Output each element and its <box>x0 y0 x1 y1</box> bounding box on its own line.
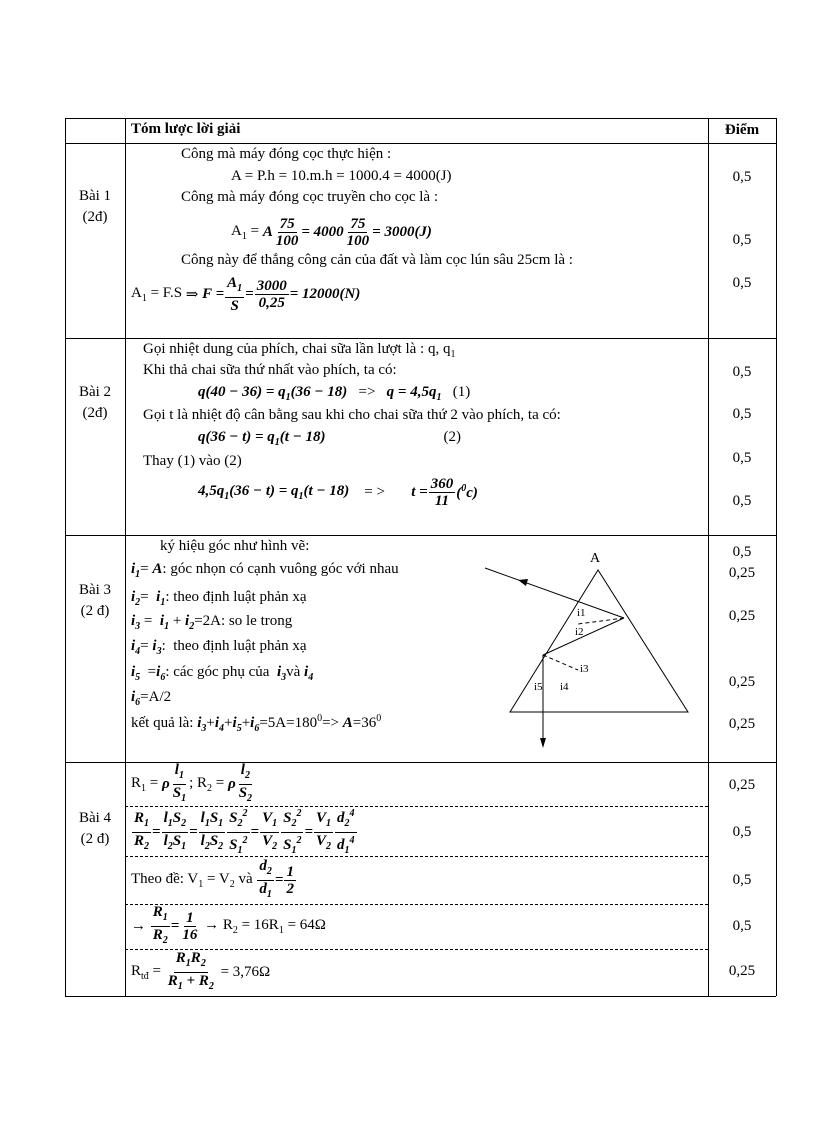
exit-arrow-head <box>540 738 546 748</box>
table-border-bottom <box>65 996 776 997</box>
bai1-score-3: 0,5 <box>732 275 752 291</box>
bai3-line6: $i_5 =i_6$: các góc phụ của $i_3và$ $i_4$ <box>131 664 314 683</box>
bai3-score-5: 0,25 <box>728 716 756 732</box>
label-i5: i5 <box>534 681 543 693</box>
bai3-line1: ký hiệu góc như hình vẽ: <box>160 538 310 554</box>
bai2-line4: Gọi t là nhiệt độ cân bằng sau khi cho chai sữa thứ 2 vào phích, ta có: <box>143 407 561 423</box>
label-i3: i3 <box>580 663 589 675</box>
header-row-divider <box>65 143 776 144</box>
bai4-row1: $R_1$ = ρ $\frac{l_1}{S_1}$ ; $R_2$ = ρ $\frac{l_2}{S_2}$ <box>131 761 253 804</box>
bai4-score-3: 0,5 <box>732 872 752 888</box>
bai4-label: Bài 4 (2 đ) <box>78 810 112 847</box>
bai2-eq2: $q(36 - t) = q_1(t - 18)$ (2) <box>198 429 462 448</box>
bai4-row4: → $\frac{R_1}{R_2}$ = $\frac{1}{16}$ → $R_2 = 16R_1 = 64\Omega$ <box>131 903 326 946</box>
bai4-subrow-divider-1 <box>125 806 708 807</box>
bai2-label: Bài 2 (2đ) <box>78 384 112 421</box>
bai2-score-2: 0,5 <box>732 406 752 422</box>
bai3-score-1: 0,5 <box>732 544 752 560</box>
row-divider-1 <box>65 338 776 339</box>
bai3-score-4: 0,25 <box>728 674 756 690</box>
header-solution: Tóm lược lời giải <box>131 121 241 137</box>
bai2-score-1: 0,5 <box>732 364 752 380</box>
bai1-score-2: 0,5 <box>732 232 752 248</box>
table-col-divider-1 <box>125 118 126 996</box>
row-divider-2 <box>65 535 776 536</box>
header-score: Điểm <box>724 122 760 138</box>
label-i4: i4 <box>560 681 569 693</box>
bai2-score-4: 0,5 <box>732 493 752 509</box>
table-border-left <box>65 118 66 996</box>
label-i2: i2 <box>575 626 584 638</box>
bai2-score-3: 0,5 <box>732 450 752 466</box>
bai2-line1: Gọi nhiệt dung của phích, chai sữa lần lượt là : q, $q_1$ <box>143 341 456 360</box>
bai3-line5: $i_4= i_3$: theo định luật phản xạ <box>131 638 307 657</box>
bai1-label: Bài 1 (2đ) <box>78 188 112 225</box>
bai3-score-2: 0,25 <box>728 565 756 581</box>
prism-figure <box>480 540 705 755</box>
bai1-line5: Công này để thắng công cản của đất và làm cọc lún sâu 25cm là : <box>181 252 573 268</box>
bai4-score-1: 0,25 <box>728 777 756 793</box>
bai4-subrow-divider-2 <box>125 856 708 857</box>
bai4-row2: $\frac{R_1}{R_2}$ = $\frac{l_1S_2}{l_2S_1}$ = $\frac{l_1S_1}{l_2S_2}$ $\frac{S_2^2}{S_1^2}$ = $\frac{V_1}{V_2}$ $\frac{S_2^2}{S_1^2}$ = $\frac{V_1}{V_2}$ $\frac{d_2^4}{d_1^4}$ <box>134 807 355 856</box>
table-border-top <box>65 118 776 119</box>
bai3-line7: $i_6=A/2$ <box>131 689 172 708</box>
bai3-line3: $i_2= i_1$: theo định luật phản xạ <box>131 589 307 608</box>
incident-arrow-head <box>518 579 528 586</box>
bai1-line2: A = P.h = 10.m.h = 1000.4 = 4000(J) <box>231 168 452 184</box>
normal-2 <box>543 655 578 670</box>
bai1-line3: Công mà máy đóng cọc truyền cho cọc là : <box>181 189 439 205</box>
bai3-label: Bài 3 (2 đ) <box>78 582 112 619</box>
bai3-line2: $i_1= A$: góc nhọn có cạnh vuông góc với nhau <box>131 561 399 580</box>
table-border-right <box>776 118 777 996</box>
bai4-subrow-divider-3 <box>125 904 708 905</box>
bai4-row3: Theo đề: $V_1 = V_2$ và $\frac{d_2}{d_1}$ = $\frac{1}{2}$ <box>131 857 294 900</box>
bai2-eq1: $q(40 - 36) = q_1(36 - 18) => q = 4,5q_1$ (1) <box>198 384 471 403</box>
bai2-line6: Thay (1) vào (2) <box>143 453 242 469</box>
bai3-line8: kết quả là: $i_3+i_4+i_5+i_6=5A=180^0=> A=36^0$ <box>131 713 382 734</box>
bai4-score-4: 0,5 <box>732 918 752 934</box>
bai1-a1-formula: $A_1$ = A $\frac{75}{100}$ = 4000 $\frac{75}{100}$ = 3000(J) <box>231 215 432 249</box>
bai2-line2: Khi thả chai sữa thứ nhất vào phích, ta có: <box>143 362 397 378</box>
bai3-score-3: 0,25 <box>728 608 756 624</box>
bai1-line1: Công mà máy đóng cọc thực hiện : <box>181 146 392 162</box>
bai1-score-1: 0,5 <box>732 169 752 185</box>
bai1-fs-formula: $A_1 = F.S$ ⇒ F = $\frac{A_1}{S}$ = $\frac{3000}{0,25}$ = 12000(N) <box>131 274 361 314</box>
bai3-line4: $i_3 = i_1 + i_2=2A$: so le trong <box>131 613 293 632</box>
bai4-row5: $R_{tđ}$ = $\frac{R_1R_2}{R_1 + R_2}$ = 3,76Ω <box>131 949 271 992</box>
bai4-score-2: 0,5 <box>732 824 752 840</box>
bai4-score-5: 0,25 <box>728 963 756 979</box>
bai2-eq3: $4,5q_1(36 - t) = q_1(t - 18)$ = > t = $\frac{360}{11}$ ($^0$c) <box>198 475 478 509</box>
label-i1: i1 <box>577 607 586 619</box>
apex-label: A <box>590 551 601 566</box>
incident-ray <box>485 568 624 618</box>
